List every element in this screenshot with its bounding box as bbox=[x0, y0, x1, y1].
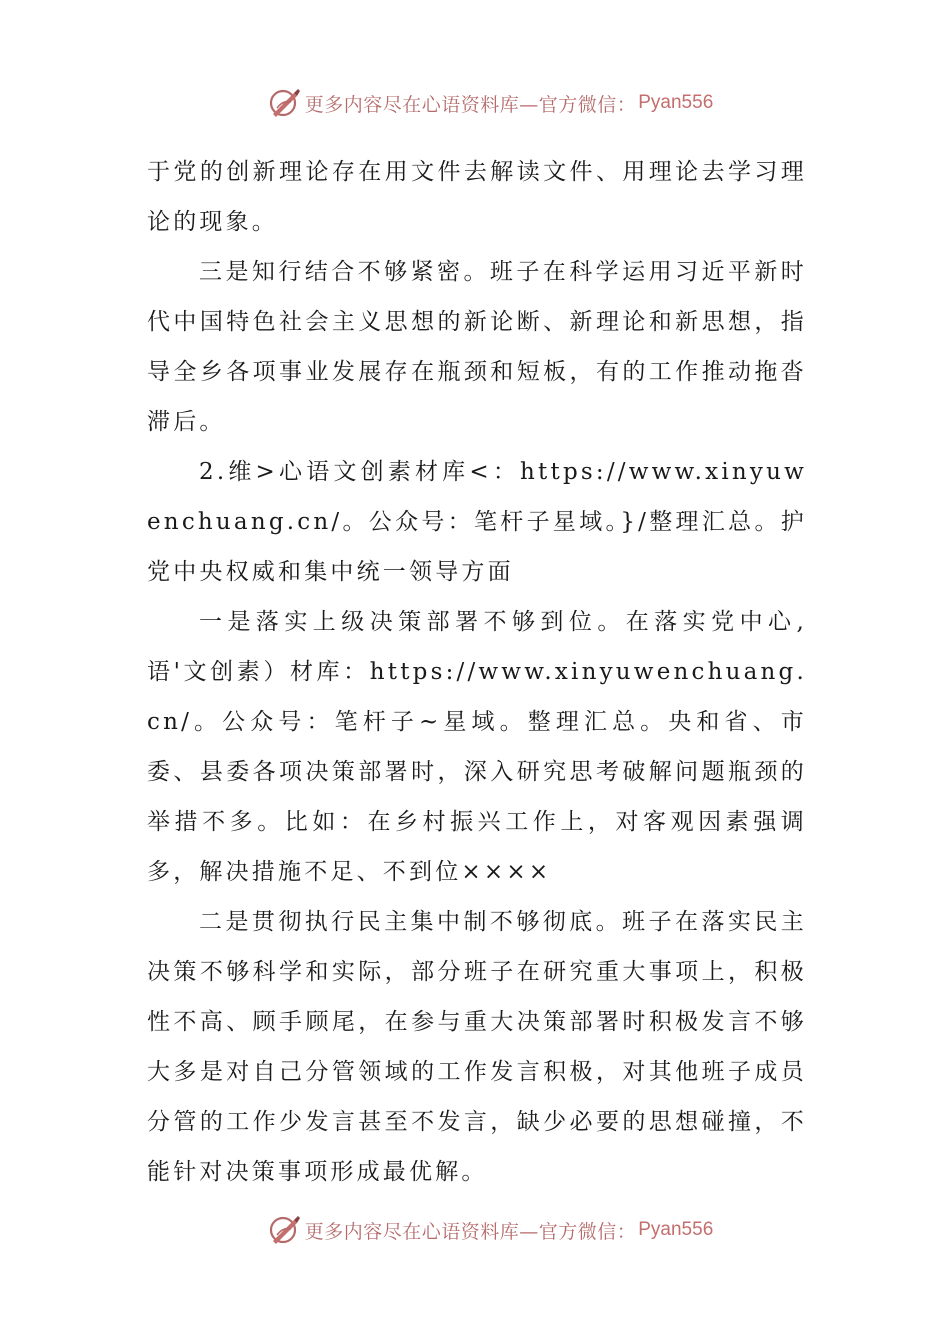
document-body bbox=[147, 147, 807, 1197]
header-banner-text: 更多内容尽在心语资料库—官方微信： bbox=[304, 93, 637, 116]
paragraph: 2.维>心语文创素材库<：https://www.xinyuwenchuang.cn/。公众号：笔杆子星域。}/整理汇总。护党中央权威和集中统一领导方面 bbox=[147, 459, 807, 585]
paragraph: 三是知行结合不够紧密。班子在科学运用习近平新时代中国特色社会主义思想的新论断、新理论和新思想，指导全乡各项事业发展存在瓶颈和短板，有的工作推动拖沓滞后。 bbox=[147, 259, 807, 435]
header-banner bbox=[0, 83, 950, 123]
header-banner-wechat: Pyan556 bbox=[638, 92, 714, 113]
footer-banner-text: 更多内容尽在心语资料库—官方微信： bbox=[304, 1220, 637, 1243]
paragraph: 一是落实上级决策部署不够到位。在落实党中心,语'文创素）材库：https://www.xinyuwenchuang.cn/。公众号：笔杆子~星域。整理汇总。央和省、市委、县委各项决策部署时，深入研究思考破解问题瓶颈的举措不多。比如：在乡村振兴工作上，对客观因素强调多，解决措施不足、不到位×××× bbox=[147, 609, 807, 885]
footer-banner bbox=[0, 1210, 950, 1250]
footer-banner-inner bbox=[267, 1213, 714, 1247]
paragraph: 于党的创新理论存在用文件去解读文件、用理论去学习理论的现象。 bbox=[147, 159, 807, 235]
paragraph: 二是贯彻执行民主集中制不够彻底。班子在落实民主决策不够科学和实际，部分班子在研究重大事项上，积极性不高、顾手顾尾，在参与重大决策部署时积极发言不够大多是对自己分管领域的工作发言积极，对其他班子成员分管的工作少发言甚至不发言，缺少必要的思想碰撞，不能针对决策事项形成最优解。 bbox=[147, 909, 807, 1185]
footer-banner-wechat: Pyan556 bbox=[638, 1219, 714, 1240]
pen-logo-icon bbox=[267, 1213, 301, 1247]
header-banner-inner bbox=[267, 86, 714, 120]
pen-logo-icon bbox=[267, 86, 301, 120]
